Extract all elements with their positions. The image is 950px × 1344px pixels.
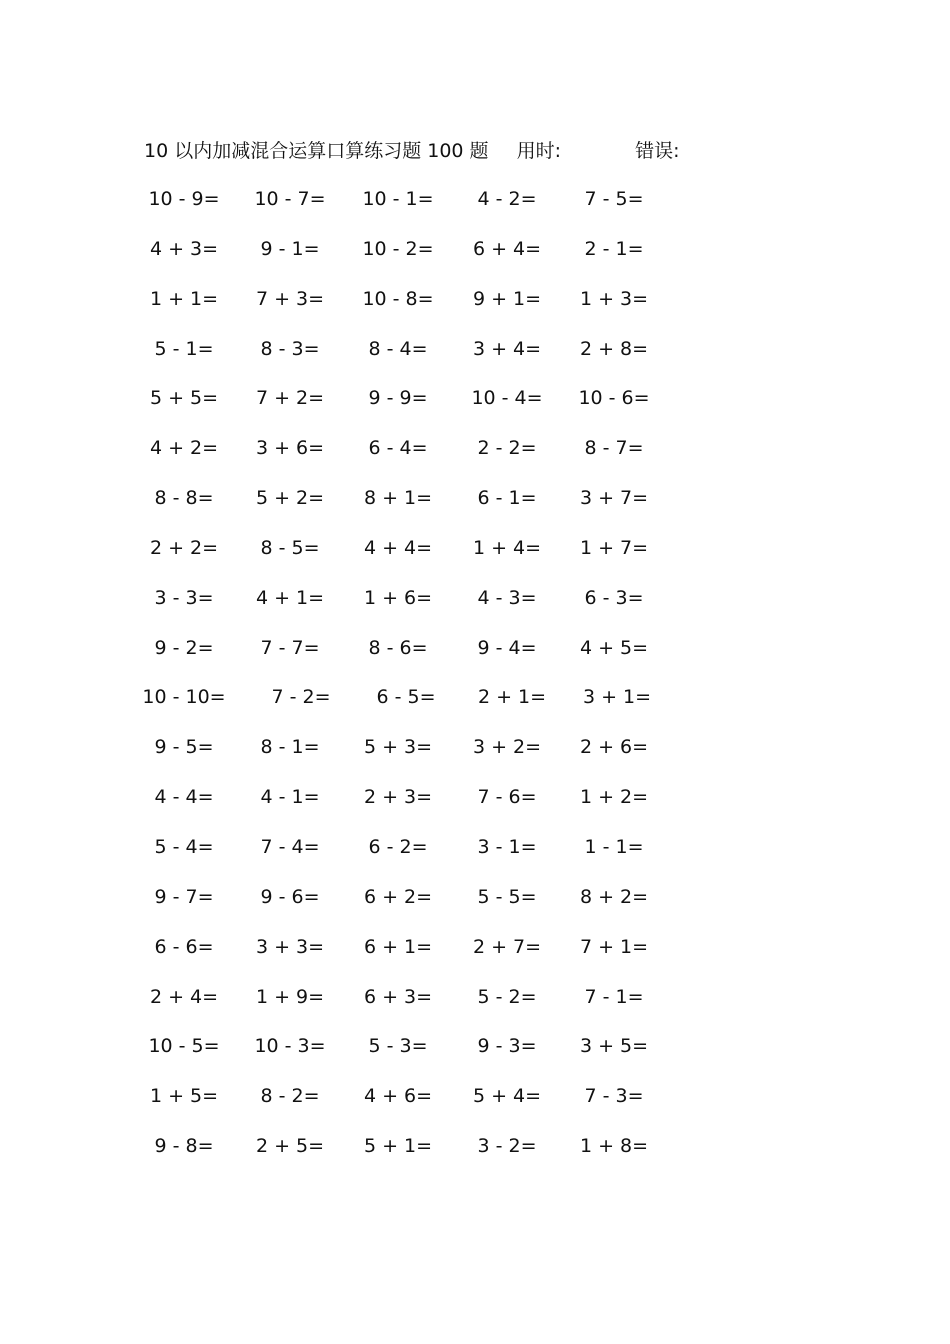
problem-row	[0, 983, 950, 1033]
math-problem: 4 - 3=	[477, 586, 537, 609]
math-problem: 10 - 3=	[254, 1035, 326, 1058]
math-problem: 2 - 1=	[584, 237, 644, 260]
math-problem: 2 + 7=	[472, 935, 542, 958]
math-problem: 7 + 3=	[255, 287, 325, 310]
math-problem: 9 - 7=	[154, 885, 214, 908]
math-problem: 7 - 2=	[271, 686, 331, 709]
math-problem: 4 + 5=	[579, 636, 649, 659]
math-problem: 1 + 7=	[579, 536, 649, 559]
math-problem: 4 - 1=	[260, 786, 320, 809]
math-problem: 5 - 1=	[154, 337, 214, 360]
math-problem: 8 - 8=	[154, 487, 214, 510]
math-problem: 9 - 4=	[477, 636, 537, 659]
problem-row	[0, 285, 950, 335]
math-problem: 1 + 9=	[255, 985, 325, 1008]
problem-row	[0, 1132, 950, 1182]
error-label: 错误:	[635, 140, 680, 162]
math-problem: 6 - 4=	[368, 437, 428, 460]
math-problem: 8 - 5=	[260, 536, 320, 559]
time-label: 用时:	[516, 140, 562, 162]
math-problem: 8 - 6=	[368, 636, 428, 659]
math-problem: 6 + 1=	[363, 935, 433, 958]
math-problem: 2 + 3=	[363, 786, 433, 809]
problem-row	[0, 733, 950, 783]
math-problem: 3 - 2=	[477, 1135, 537, 1158]
math-problem: 9 + 1=	[472, 287, 542, 310]
math-problem: 6 + 2=	[363, 885, 433, 908]
math-problem: 7 + 1=	[579, 935, 649, 958]
math-problem: 2 + 1=	[477, 686, 547, 709]
math-problem: 1 + 4=	[472, 536, 542, 559]
math-problem: 5 + 3=	[363, 736, 433, 759]
math-problem: 4 + 1=	[255, 586, 325, 609]
math-problem: 10 - 7=	[254, 188, 326, 210]
problem-row	[0, 384, 950, 434]
math-problem: 3 - 1=	[477, 835, 537, 858]
problem-grid	[0, 185, 950, 1182]
worksheet-header	[144, 137, 679, 165]
math-problem: 8 - 1=	[260, 736, 320, 759]
math-problem: 5 + 2=	[255, 487, 325, 510]
math-problem: 10 - 6=	[578, 387, 650, 410]
math-problem: 4 + 3=	[149, 237, 219, 260]
math-problem: 9 - 1=	[260, 237, 320, 260]
math-problem: 7 - 4=	[260, 835, 320, 858]
math-problem: 10 - 1=	[362, 188, 434, 210]
problem-row	[0, 534, 950, 584]
problem-row	[0, 185, 950, 235]
math-problem: 5 - 4=	[154, 835, 214, 858]
math-problem: 5 - 2=	[477, 985, 537, 1008]
math-problem: 10 - 2=	[362, 237, 434, 260]
math-problem: 8 - 4=	[368, 337, 428, 360]
math-problem: 7 + 2=	[255, 387, 325, 410]
problem-row	[0, 783, 950, 833]
math-problem: 7 - 6=	[477, 786, 537, 809]
math-problem: 3 + 4=	[472, 337, 542, 360]
math-problem: 7 - 3=	[584, 1085, 644, 1108]
math-problem: 8 - 2=	[260, 1085, 320, 1108]
math-problem: 3 + 3=	[255, 935, 325, 958]
math-problem: 1 + 8=	[579, 1135, 649, 1158]
math-problem: 5 + 5=	[149, 387, 219, 410]
math-problem: 4 - 4=	[154, 786, 214, 809]
math-problem: 10 - 8=	[362, 287, 434, 310]
math-problem: 1 + 1=	[149, 287, 219, 310]
problem-row	[0, 833, 950, 883]
math-problem: 1 - 1=	[584, 835, 644, 858]
math-problem: 4 + 6=	[363, 1085, 433, 1108]
math-problem: 6 - 6=	[154, 935, 214, 958]
math-problem: 4 + 2=	[149, 437, 219, 460]
problem-row	[0, 584, 950, 634]
math-problem: 1 + 2=	[579, 786, 649, 809]
problem-row	[0, 235, 950, 285]
math-problem: 1 + 3=	[579, 287, 649, 310]
math-problem: 6 + 3=	[363, 985, 433, 1008]
math-problem: 4 - 2=	[477, 188, 537, 210]
math-problem: 4 + 4=	[363, 536, 433, 559]
math-problem: 2 - 2=	[477, 437, 537, 460]
math-problem: 1 + 5=	[149, 1085, 219, 1108]
math-problem: 3 + 5=	[579, 1035, 649, 1058]
math-problem: 8 + 1=	[363, 487, 433, 510]
worksheet-title: 10 以内加减混合运算口算练习题 100 题	[144, 140, 489, 162]
problem-row	[0, 683, 950, 733]
math-problem: 2 + 8=	[579, 337, 649, 360]
math-problem: 7 - 7=	[260, 636, 320, 659]
math-problem: 1 + 6=	[363, 586, 433, 609]
math-problem: 2 + 6=	[579, 736, 649, 759]
problem-row	[0, 335, 950, 385]
math-problem: 9 - 3=	[477, 1035, 537, 1058]
math-problem: 5 + 4=	[472, 1085, 542, 1108]
math-problem: 9 - 5=	[154, 736, 214, 759]
math-problem: 3 + 2=	[472, 736, 542, 759]
math-problem: 2 + 5=	[255, 1135, 325, 1158]
math-problem: 3 + 6=	[255, 437, 325, 460]
math-problem: 9 - 9=	[368, 387, 428, 410]
math-problem: 6 - 5=	[376, 686, 436, 709]
math-problem: 7 - 5=	[584, 188, 644, 210]
problem-row	[0, 883, 950, 933]
math-problem: 3 + 7=	[579, 487, 649, 510]
problem-row	[0, 634, 950, 684]
math-problem: 3 - 3=	[154, 586, 214, 609]
problem-row	[0, 484, 950, 534]
math-problem: 2 + 2=	[149, 536, 219, 559]
math-problem: 8 - 7=	[584, 437, 644, 460]
math-problem: 10 - 4=	[471, 387, 543, 410]
math-problem: 8 - 3=	[260, 337, 320, 360]
math-problem: 5 - 3=	[368, 1035, 428, 1058]
problem-row	[0, 434, 950, 484]
math-problem: 9 - 6=	[260, 885, 320, 908]
problem-row	[0, 1082, 950, 1132]
problem-row	[0, 1032, 950, 1082]
math-problem: 7 - 1=	[584, 985, 644, 1008]
math-problem: 10 - 10=	[142, 686, 226, 709]
math-problem: 5 + 1=	[363, 1135, 433, 1158]
math-problem: 9 - 2=	[154, 636, 214, 659]
math-problem: 3 + 1=	[582, 686, 652, 709]
math-problem: 6 - 1=	[477, 487, 537, 510]
math-problem: 9 - 8=	[154, 1135, 214, 1158]
math-problem: 6 + 4=	[472, 237, 542, 260]
problem-row	[0, 933, 950, 983]
math-problem: 6 - 3=	[584, 586, 644, 609]
math-problem: 10 - 5=	[148, 1035, 220, 1058]
math-problem: 8 + 2=	[579, 885, 649, 908]
math-problem: 10 - 9=	[148, 188, 220, 210]
math-problem: 2 + 4=	[149, 985, 219, 1008]
math-problem: 6 - 2=	[368, 835, 428, 858]
math-problem: 5 - 5=	[477, 885, 537, 908]
